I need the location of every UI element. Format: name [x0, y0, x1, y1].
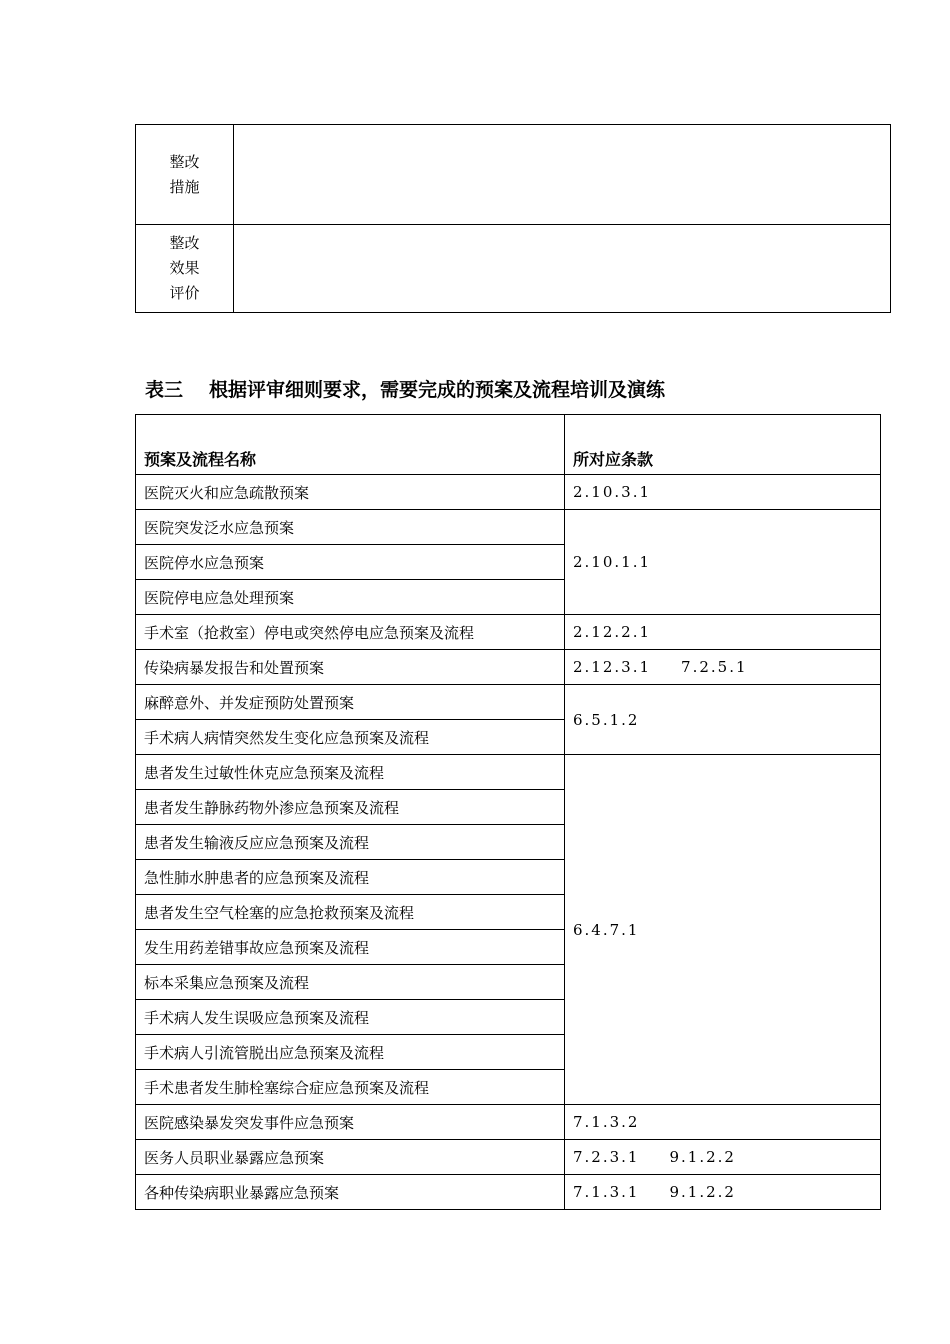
plan-name: 手术病人引流管脱出应急预案及流程	[136, 1035, 565, 1070]
effect-evaluation-cell	[234, 225, 891, 313]
clause-code: 9.1.2.2	[669, 1183, 736, 1201]
table-row	[136, 1105, 881, 1140]
clause-code: 9.1.2.2	[669, 1148, 736, 1166]
plan-name: 患者发生空气栓塞的应急抢救预案及流程	[136, 895, 565, 930]
rectification-measures-cell	[234, 125, 891, 225]
plan-name: 标本采集应急预案及流程	[136, 965, 565, 1000]
clause-cell	[565, 1140, 881, 1175]
plan-name: 医院感染暴发突发事件应急预案	[136, 1105, 565, 1140]
clause-cell: 2.12.2.1	[565, 615, 881, 650]
table-row	[136, 475, 881, 510]
header-clause: 所对应条款	[565, 415, 881, 475]
rectification-measures-label: 整改 措施	[136, 125, 234, 225]
table-row	[136, 1175, 881, 1210]
rectification-table	[135, 124, 891, 313]
clause-cell	[565, 1175, 881, 1210]
plan-name: 急性肺水肿患者的应急预案及流程	[136, 860, 565, 895]
heading-prefix: 表三	[145, 379, 184, 401]
plan-name: 各种传染病职业暴露应急预案	[136, 1175, 565, 1210]
plan-name: 医院灭火和应急疏散预案	[136, 475, 565, 510]
plan-name: 医院停水应急预案	[136, 545, 565, 580]
plan-name: 发生用药差错事故应急预案及流程	[136, 930, 565, 965]
clause-code: 7.1.3.1	[573, 1183, 640, 1201]
clause-cell: 6.4.7.1	[565, 755, 881, 1105]
plan-name: 手术病人病情突然发生变化应急预案及流程	[136, 720, 565, 755]
clause-cell: 7.1.3.2	[565, 1105, 881, 1140]
plan-name: 麻醉意外、并发症预防处置预案	[136, 685, 565, 720]
clause-cell	[565, 650, 881, 685]
heading-text: 根据评审细则要求，需要完成的预案及流程培训及演练	[209, 379, 666, 401]
header-plan-name: 预案及流程名称	[136, 415, 565, 475]
clause-code: 7.2.3.1	[573, 1148, 640, 1166]
table-row	[136, 1140, 881, 1175]
clause-code: 2.12.3.1	[573, 658, 652, 676]
table-row	[136, 755, 881, 790]
plan-name: 患者发生输液反应应急预案及流程	[136, 825, 565, 860]
plan-name: 传染病暴发报告和处置预案	[136, 650, 565, 685]
table-row	[136, 685, 881, 720]
plan-name: 手术室（抢救室）停电或突然停电应急预案及流程	[136, 615, 565, 650]
clause-code: 7.2.5.1	[681, 658, 748, 676]
plan-name: 医院停电应急处理预案	[136, 580, 565, 615]
clause-cell: 6.5.1.2	[565, 685, 881, 755]
table-heading	[145, 376, 885, 404]
clause-cell: 2.10.3.1	[565, 475, 881, 510]
plan-name: 手术病人发生误吸应急预案及流程	[136, 1000, 565, 1035]
plan-name: 医务人员职业暴露应急预案	[136, 1140, 565, 1175]
plan-name: 患者发生过敏性休克应急预案及流程	[136, 755, 565, 790]
clause-cell: 2.10.1.1	[565, 510, 881, 615]
table-row	[136, 510, 881, 545]
plan-name: 患者发生静脉药物外渗应急预案及流程	[136, 790, 565, 825]
plan-name: 手术患者发生肺栓塞综合症应急预案及流程	[136, 1070, 565, 1105]
plan-name: 医院突发泛水应急预案	[136, 510, 565, 545]
effect-evaluation-label: 整改 效果 评价	[136, 225, 234, 313]
table-header-row	[136, 415, 881, 475]
emergency-plan-table	[135, 414, 881, 1210]
table-row	[136, 615, 881, 650]
table-row	[136, 650, 881, 685]
